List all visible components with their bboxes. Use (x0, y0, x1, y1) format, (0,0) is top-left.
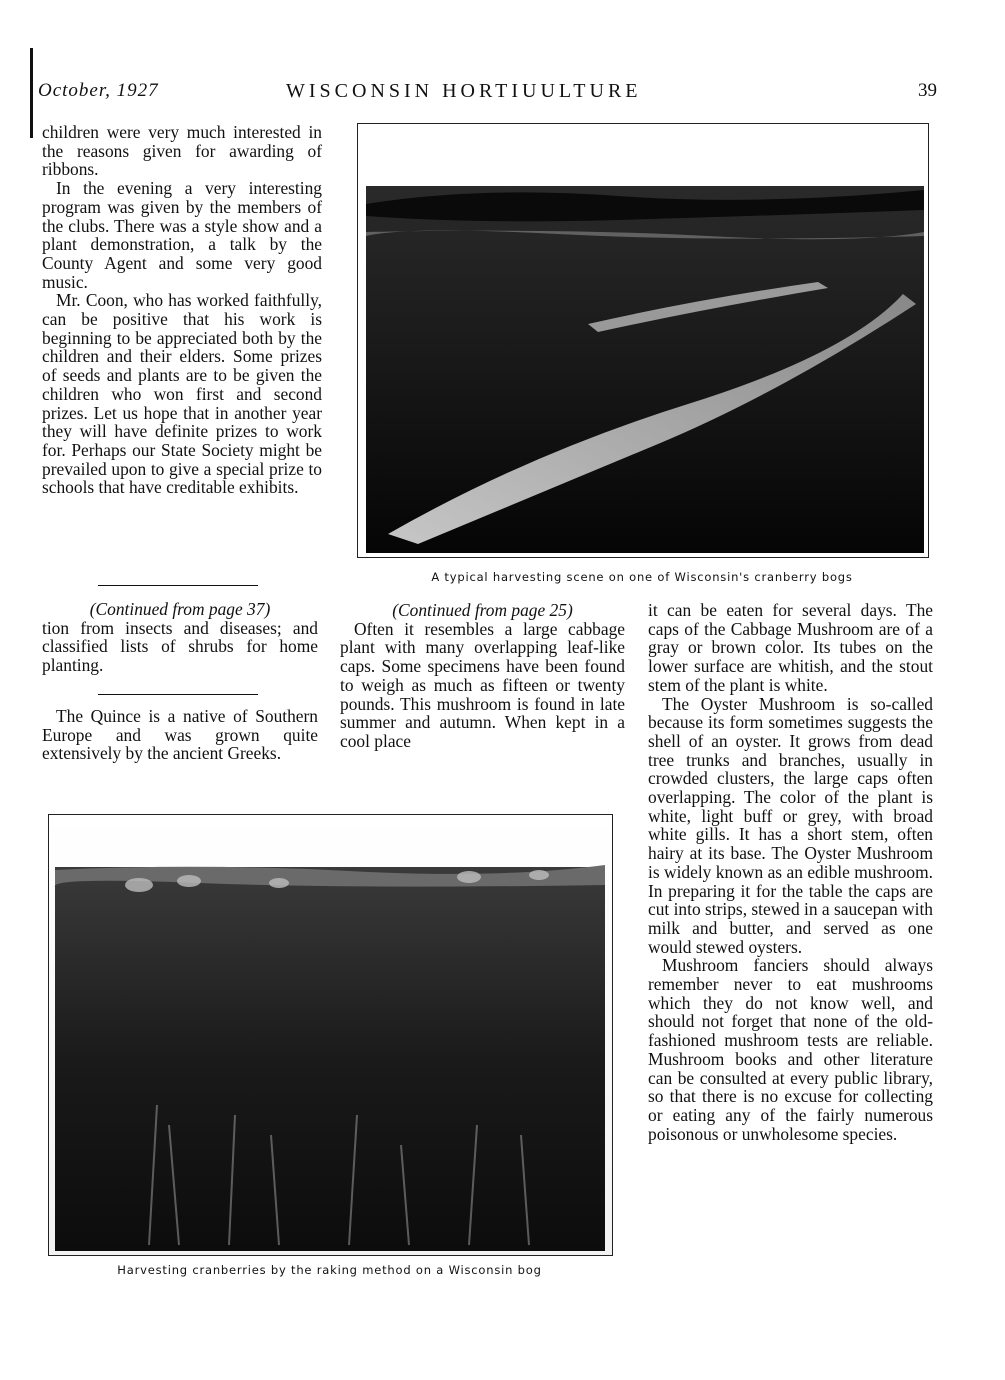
page-number: 39 (918, 80, 937, 101)
raking-harvest-photo (48, 814, 613, 1256)
magazine-title: WISCONSIN HORTIUULTURE (286, 80, 642, 102)
middle-column (340, 601, 625, 751)
continued-note: (Continued from page 37) (89, 599, 271, 619)
page-edge-bar (30, 48, 33, 138)
bog-scene-image (358, 124, 928, 557)
right-column (648, 601, 933, 1143)
continued-text: tion from insects and diseases; and classified lists of shrubs for home planting. (42, 617, 318, 676)
top-photo-caption: A typical harvesting scene on one of Wisconsin's cranberry bogs (431, 570, 853, 584)
mushroom-paragraph: Mushroom fanciers should always remember never to eat mushrooms which they do not know well, and should not forget that none of the old-fashioned mushroom tests are reliable. Mushroom books and other literature can be consulted at every public library, so that there is no excuse for collecting or eating any of the fairly numerous poisonous or unwholesome species. (648, 955, 933, 1144)
mushroom-paragraph: Often it resembles a large cabbage plant with many overlapping leaf-like caps. Some specimens have been found to weigh as much as fifteen or twenty pounds. This mushroom is found in late summer and autumn. When kept in a cool place (340, 618, 625, 751)
article-paragraph: In the evening a very interesting program was given by the members of the clubs. There was a style show and a plant demonstration, a talk by the County Agent and some very good music. (42, 178, 322, 292)
bottom-photo-caption: Harvesting cranberries by the raking method on a Wisconsin bog (117, 1263, 542, 1277)
continued-note: (Continued from page 25) (392, 600, 573, 620)
left-column-top (42, 123, 322, 497)
mushroom-paragraph: The Oyster Mushroom is so-called because its form sometimes suggests the shell of an oyster. It grows from dead tree trunks and branches, usually in crowded clusters, the large caps often overlapping. The color of the plant is white, light buff or grey, with broad white gills. It has a short stem, often hairy at its base. The Oyster Mushroom is widely known as an edible mushroom. In preparing it for the table the caps are cut into strips, stewed in a saucepan with milk and butter, and served as one would stewed oysters. (648, 693, 933, 957)
left-column-bottom (42, 600, 318, 675)
column-divider (98, 585, 258, 586)
article-paragraph: children were very much interested in the reasons given for awarding of ribbons. (42, 122, 322, 180)
cranberry-bog-photo (357, 123, 929, 558)
column-divider (98, 694, 258, 695)
quince-paragraph: The Quince is a native of Southern Europe and was grown quite extensively by the ancient Greeks. (42, 706, 318, 764)
issue-date: October, 1927 (38, 80, 159, 101)
raking-scene-image (49, 815, 612, 1255)
quince-note (42, 707, 318, 763)
mushroom-paragraph: it can be eaten for several days. The caps of the Cabbage Mushroom are of a gray or brown color. Its tubes on the lower surface are whitish, and the stout stem of the plant is white. (648, 600, 933, 695)
article-paragraph: Mr. Coon, who has worked faithfully, can be positive that his work is beginning to be appreciated both by the children and their elders. Some prizes of seeds and plants are to be given the children who won first and second prizes. Let us hope that in another year they will have definite prizes to work for. Perhaps our State Society might be prevailed upon to give a special prize to schools that have creditable exhibits. (42, 290, 322, 498)
